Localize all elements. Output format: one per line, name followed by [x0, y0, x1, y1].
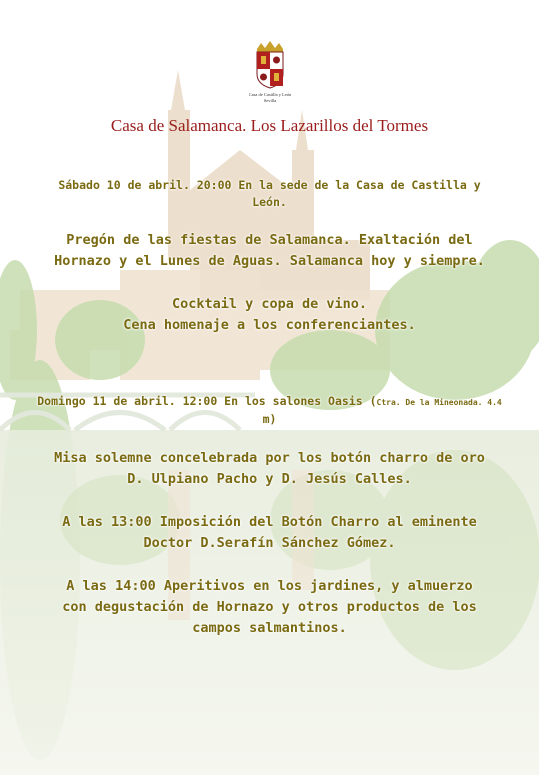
imposicion-line-1: A las 13:00 Imposición del Botón Charro al eminente — [62, 514, 477, 530]
page-title: Casa de Salamanca. Los Lazarillos del Tormes — [110, 116, 429, 135]
imposicion-text — [0, 512, 539, 554]
svg-text:Casa de Castilla y León: Casa de Castilla y León — [249, 92, 291, 97]
misa-line-2: D. Ulpiano Pacho y D. Jesús Calles. — [127, 471, 412, 487]
cocktail-cena-text — [0, 294, 539, 336]
pregon-line-1: Pregón de las fiestas de Salamanca. Exaltación del — [66, 232, 473, 248]
aperitivos-text — [0, 576, 539, 639]
cena-line: Cena homenaje a los conferenciantes. — [123, 317, 416, 333]
saturday-line-1: Sábado 10 de abril. 20:00 En la sede de la Casa de Castilla y — [58, 178, 481, 192]
pregon-line-2: Hornazo y el Lunes de Aguas. Salamanca hoy y siempre. — [54, 253, 485, 269]
misa-line-1: Misa solemne concelebrada por los botón charro de oro — [54, 450, 485, 466]
saturday-time-place — [0, 177, 539, 211]
sunday-address-small: Ctra. De la Mineonada. 4.4 — [376, 398, 502, 407]
svg-text:Sevilla: Sevilla — [263, 98, 277, 103]
misa-text — [0, 448, 539, 490]
sunday-line-1 — [0, 393, 539, 411]
saturday-line-2: León. — [252, 195, 287, 209]
sunday-line-2: m) — [262, 412, 277, 426]
aperitivos-line-2: con degustación de Hornazo y otros productos de los — [62, 599, 477, 615]
aperitivos-line-1: A las 14:00 Aperitivos en los jardines, y almuerzo — [66, 578, 473, 594]
cocktail-line: Cocktail y copa de vino. — [171, 296, 368, 312]
aperitivos-line-3: campos salmantinos. — [192, 620, 347, 636]
imposicion-line-2: Doctor D.Serafín Sánchez Gómez. — [143, 535, 396, 551]
sunday-line-1-main: Domingo 11 de abril. 12:00 En los salones Oasis ( — [37, 394, 377, 408]
coat-of-arms-logo — [249, 40, 291, 106]
sunday-time-place — [0, 393, 539, 428]
pregon-text — [0, 230, 539, 272]
